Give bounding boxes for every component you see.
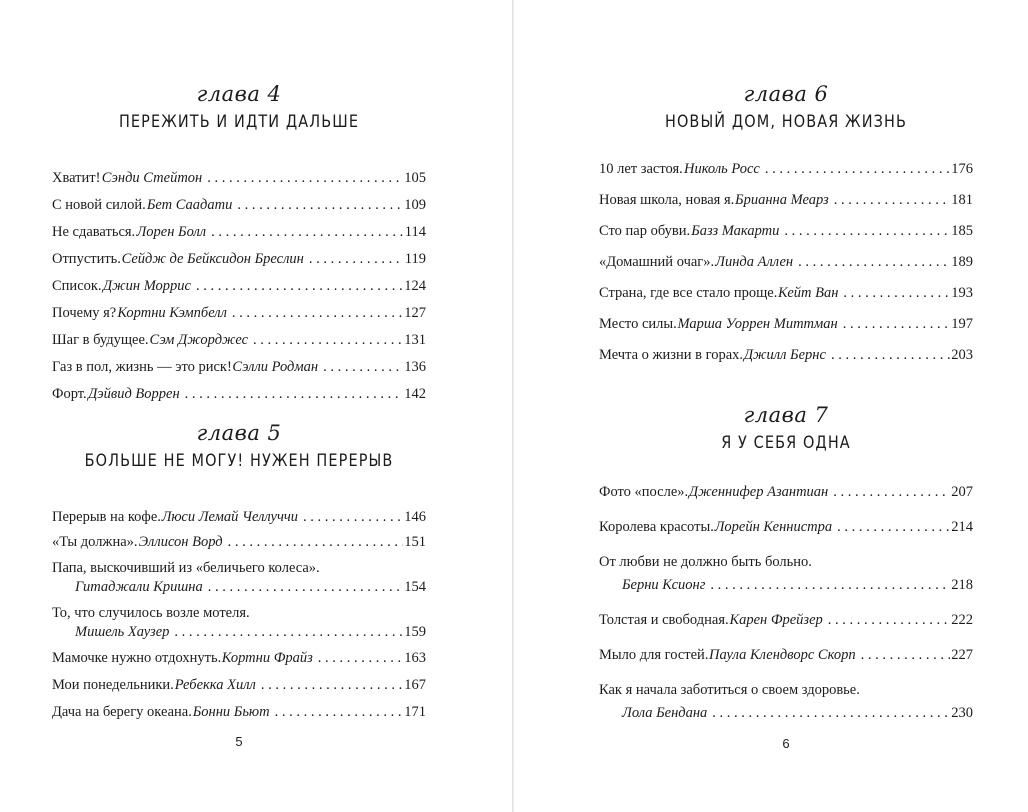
- dot-leader: [174, 623, 403, 642]
- toc-entry[interactable]: [52, 196, 426, 215]
- entry-title: Перерыв на кофе.: [52, 509, 161, 525]
- entry-page: 136: [404, 359, 426, 375]
- entry-author: Бет Саадати: [146, 197, 233, 213]
- entry-page: 197: [951, 316, 973, 332]
- chapter-7-section: [599, 401, 973, 723]
- toc-list: [599, 483, 973, 723]
- dot-leader: [843, 284, 950, 303]
- dot-leader: [207, 169, 403, 188]
- chapter-heading: [52, 419, 426, 472]
- chapter-label: глава 7: [743, 403, 829, 427]
- entry-author: Гитаджали Кришна: [75, 579, 203, 595]
- dot-leader: [185, 385, 404, 404]
- entry-author: Люси Лемай Челлуччи: [161, 509, 299, 525]
- entry-author: Марша Уоррен Миттман: [677, 316, 838, 332]
- dot-leader: [710, 576, 950, 595]
- entry-author: Кейт Ван: [778, 285, 839, 301]
- entry-title: Мои понедельники.: [52, 677, 174, 693]
- entry-page: 146: [404, 509, 426, 525]
- dot-leader: [211, 223, 404, 242]
- chapter-5-section: [52, 419, 426, 722]
- dot-leader: [261, 676, 403, 695]
- dot-leader: [798, 253, 950, 272]
- entry-title: С новой силой.: [52, 197, 146, 213]
- toc-entry[interactable]: [599, 646, 973, 665]
- entry-page: 127: [404, 305, 426, 321]
- entry-page: 227: [951, 647, 973, 663]
- toc-entry[interactable]: [52, 703, 426, 722]
- entry-author: Лола Бендана: [622, 705, 708, 721]
- entry-author: Лорейн Кеннистра: [714, 519, 833, 535]
- dot-leader: [253, 331, 403, 350]
- entry-page: 119: [404, 251, 426, 267]
- entry-page: 193: [951, 285, 973, 301]
- entry-title: Королева красоты.: [599, 519, 714, 535]
- entry-author: Брианна Меарз: [735, 192, 829, 208]
- entry-title: 10 лет застоя.: [599, 161, 683, 177]
- toc-entry[interactable]: [599, 518, 973, 537]
- entry-title: Форт.: [52, 386, 87, 402]
- entry-page: 159: [404, 624, 426, 640]
- entry-page: 230: [951, 705, 973, 721]
- dot-leader: [831, 346, 950, 365]
- entry-title: Хватит!: [52, 170, 101, 186]
- entry-title: «Ты должна».: [52, 534, 138, 550]
- entry-page: 151: [404, 534, 426, 550]
- entry-title: Папа, выскочивший из «беличьего колеса».: [52, 560, 320, 576]
- entry-author: Николь Росс: [683, 161, 760, 177]
- dot-leader: [828, 611, 950, 630]
- dot-leader: [275, 703, 404, 722]
- toc-entry[interactable]: [52, 676, 426, 695]
- dot-leader: [861, 646, 951, 665]
- dot-leader: [196, 277, 403, 296]
- toc-entry[interactable]: [599, 483, 973, 502]
- entry-title: Не сдаваться.: [52, 224, 136, 240]
- chapter-heading: [599, 80, 973, 133]
- entry-page: 203: [951, 347, 973, 363]
- entry-page: 131: [404, 332, 426, 348]
- toc-entry[interactable]: [599, 315, 973, 334]
- entry-title: Дача на берегу океана.: [52, 704, 192, 720]
- chapter-title: Я У СЕБЯ ОДНА: [721, 433, 851, 453]
- entry-author: Сейдж де Бейксидон Бреслин: [121, 251, 304, 267]
- toc-entry[interactable]: [52, 604, 426, 642]
- entry-page: 114: [404, 224, 426, 240]
- entry-page: 207: [951, 484, 973, 500]
- page-number: 6: [782, 736, 790, 751]
- entry-title: Страна, где все стало проще.: [599, 285, 778, 301]
- entry-page: 222: [951, 612, 973, 628]
- dot-leader: [303, 508, 403, 527]
- entry-author: Кортни Кэмпбелл: [117, 305, 227, 321]
- toc-entry[interactable]: [599, 611, 973, 630]
- entry-title: Сто пар обуви.: [599, 223, 691, 239]
- dot-leader: [208, 578, 404, 597]
- entry-author: Ребекка Хилл: [174, 677, 256, 693]
- entry-page: 171: [404, 704, 426, 720]
- toc-entry[interactable]: [52, 559, 426, 597]
- toc-entry[interactable]: [52, 508, 426, 527]
- dot-leader: [232, 304, 403, 323]
- entry-author: Эллисон Ворд: [138, 534, 223, 550]
- entry-title: Отпустить.: [52, 251, 121, 267]
- entry-author: Лорен Болл: [136, 224, 207, 240]
- entry-page: 142: [404, 386, 426, 402]
- entry-page: 185: [951, 223, 973, 239]
- toc-entry[interactable]: [599, 681, 973, 723]
- chapter-title: НОВЫЙ ДОМ, НОВАЯ ЖИЗНЬ: [664, 112, 908, 132]
- chapter-label: глава 5: [196, 421, 282, 445]
- toc-entry[interactable]: [599, 284, 973, 303]
- dot-leader: [834, 191, 951, 210]
- entry-author: Дэйвид Воррен: [88, 386, 180, 402]
- chapter-heading: [52, 80, 426, 133]
- toc-entry[interactable]: [52, 277, 426, 296]
- entry-title: Мыло для гостей.: [599, 647, 709, 663]
- entry-title: Шаг в будущее.: [52, 332, 149, 348]
- entry-author: Берни Ксионг: [622, 577, 706, 593]
- toc-entry[interactable]: [599, 346, 973, 365]
- entry-page: 218: [951, 577, 973, 593]
- entry-page: 167: [404, 677, 426, 693]
- entry-page: 214: [951, 519, 973, 535]
- entry-author: Бонни Бьют: [192, 704, 270, 720]
- entry-title: Фото «после».: [599, 484, 689, 500]
- toc-entry[interactable]: [599, 553, 973, 595]
- toc-entry[interactable]: [52, 385, 426, 404]
- toc-entry[interactable]: [599, 160, 973, 179]
- entry-author: Мишель Хаузер: [75, 624, 170, 640]
- entry-title: Список.: [52, 278, 102, 294]
- page-number: 5: [235, 734, 243, 749]
- entry-title: «Домашний очаг».: [599, 254, 715, 270]
- dot-leader: [833, 483, 950, 502]
- entry-title: Толстая и свободная.: [599, 612, 729, 628]
- entry-author: Сэнди Стейтон: [101, 170, 203, 186]
- chapter-title: ПЕРЕЖИТЬ И ИДТИ ДАЛЬШЕ: [118, 112, 360, 132]
- toc-entry[interactable]: [52, 358, 426, 377]
- toc-entry[interactable]: [52, 533, 426, 552]
- toc-entry[interactable]: [599, 222, 973, 241]
- entry-page: 176: [951, 161, 973, 177]
- entry-author: Линда Аллен: [715, 254, 794, 270]
- dot-leader: [837, 518, 950, 537]
- entry-title: Как я начала заботиться о своем здоровье.: [599, 682, 860, 698]
- toc-entry[interactable]: [52, 169, 426, 188]
- entry-author: Базз Макарти: [691, 223, 780, 239]
- entry-author: Паула Клендворс Скорп: [709, 647, 856, 663]
- entry-title: Газ в пол, жизнь — это риск!: [52, 359, 232, 375]
- entry-title: Мечта о жизни в горах.: [599, 347, 744, 363]
- entry-author: Сэм Джорджес: [149, 332, 249, 348]
- toc-list: [52, 508, 426, 722]
- left-page: [0, 0, 512, 812]
- entry-page: 154: [404, 579, 426, 595]
- dot-leader: [323, 358, 403, 377]
- entry-title: Новая школа, новая я.: [599, 192, 735, 208]
- chapter-title: БОЛЬШЕ НЕ МОГУ! НУЖЕН ПЕРЕРЫВ: [84, 451, 394, 471]
- entry-title: От любви не должно быть больно.: [599, 554, 812, 570]
- chapter-label: глава 4: [196, 82, 282, 106]
- entry-page: 189: [951, 254, 973, 270]
- entry-page: 105: [404, 170, 426, 186]
- entry-page: 109: [404, 197, 426, 213]
- chapter-4-section: [52, 80, 426, 404]
- toc-entry[interactable]: [52, 649, 426, 668]
- entry-author: Карен Фрейзер: [729, 612, 823, 628]
- dot-leader: [765, 160, 950, 179]
- toc-entry[interactable]: [52, 331, 426, 350]
- entry-title: Место силы.: [599, 316, 677, 332]
- entry-title: Мамочке нужно отдохнуть.: [52, 650, 222, 666]
- entry-page: 181: [951, 192, 973, 208]
- chapter-heading: [599, 401, 973, 454]
- entry-author: Дженнифер Азантиан: [688, 484, 829, 500]
- toc-entry[interactable]: [52, 223, 426, 242]
- dot-leader: [843, 315, 951, 334]
- toc-list: [599, 160, 973, 365]
- dot-leader: [784, 222, 950, 241]
- entry-page: 163: [404, 650, 426, 666]
- toc-entry[interactable]: [599, 191, 973, 210]
- toc-entry[interactable]: [599, 253, 973, 272]
- dot-leader: [712, 704, 950, 723]
- toc-entry[interactable]: [52, 304, 426, 323]
- right-page: [514, 0, 1028, 812]
- dot-leader: [318, 649, 403, 668]
- entry-author: Джилл Бернс: [743, 347, 826, 363]
- dot-leader: [237, 196, 403, 215]
- entry-page: 124: [404, 278, 426, 294]
- entry-title: То, что случилось возле мотеля.: [52, 605, 250, 621]
- entry-author: Сэлли Родман: [232, 359, 319, 375]
- entry-author: Кортни Фрайз: [221, 650, 313, 666]
- toc-list: [52, 169, 426, 404]
- entry-author: Джин Моррис: [102, 278, 191, 294]
- chapter-6-section: [599, 80, 973, 365]
- entry-title: Почему я?: [52, 305, 117, 321]
- dot-leader: [309, 250, 404, 269]
- chapter-label: глава 6: [743, 82, 829, 106]
- toc-entry[interactable]: [52, 250, 426, 269]
- dot-leader: [228, 533, 404, 552]
